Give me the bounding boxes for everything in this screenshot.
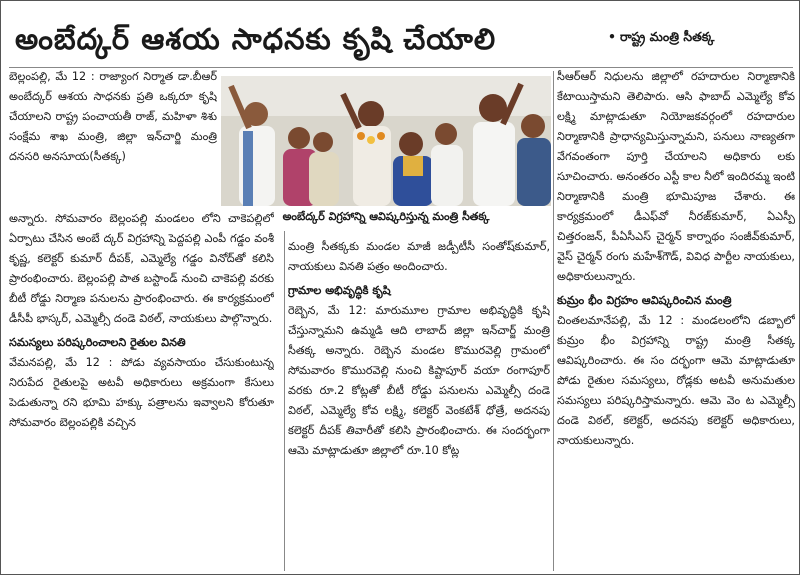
paragraph: అన్నారు. సోమవారం బెల్లంపల్లి మండలం లోని చాకెపల్లిలో ఏర్పాటు చేసిన అంబే ద్కర్ విగ్రహాన్ని పెద్దపల్లి ఎంపీ గడ్డం వంశీ కృష్ణ, కలెక్టర్ కుమార్ దీపక్, ఎమ్మెల్యే గడ్డం వినోద్‌తో కలిసి ప్రారంభించారు. బెల్లంపల్లి పాత బస్టాండ్ నుంచి చాకెపల్లి వరకు బీటీ రోడ్డు నిర్మాణ పనులను ప్రారంభించారు. ఈ కార్యక్రమంలో డీసీపీ భాస్కర్, ఎమ్మెల్సీ దండె విఠల్, నాయకులు పాల్గొన్నారు. — [9, 212, 274, 325]
paragraph: రెబ్బెన, మే 12: మారుమూల గ్రామాల అభివృద్ధికి కృషి చేస్తున్నామని ఉమ్మడి ఆది లాబాద్ జిల్లా ఇన్‌చార్జ్ మంత్రి సీతక్క అన్నారు. రెబ్బెన మండల కొమురవెల్లి గ్రామంలో సోమవారం కొమురవెల్లి నుంచి కిష్టాపూర్ వయా రంగాపూర్ వరకు రూ.2 కోట్లతో బీటీ రోడ్డు పనులను ఎమ్మెల్సీ దండె విఠల్, ఎమ్మెల్యే కోవ లక్ష్మి, కలెక్టర్ వెంకటేశ్ ధోత్రే, అదనపు కలెక్టర్ దీపక్ తివారీతో కలిసి ప్రారంభించారు. ఈ సందర్భంగా ఆమె మాట్లాడుతూ జిల్లాలో రూ.10 కోట్ల — [288, 304, 550, 457]
subheading: గ్రామాల అభివృద్ధికి కృషి — [288, 284, 391, 297]
paragraph: బెల్లంపల్లి, మే 12 : రాజ్యాంగ నిర్మాత డా.బీఆర్ అంబేద్కర్ ఆశయ సాధనకు ప్రతి ఒక్కరూ కృషి చేయాలని రాష్ట్ర పంచాయతీ రాజ్, మహిళా శిశు సంక్షేమ శాఖ మంత్రి, జిల్లా ఇన్‌చార్జి మంత్రి దనసరి అనసూయ(సీతక్క) — [9, 70, 217, 163]
photo-illustration — [221, 76, 551, 206]
paragraph: మంత్రి సీతక్కకు మండల మాజీ జడ్పీటీసీ సంతోష్‌కుమార్, నాయకులు వినతి పత్రం అందించారు. — [288, 240, 550, 273]
byline — [608, 29, 714, 48]
photo-caption: అంబేద్కర్ విగ్రహాన్ని ఆవిష్కరిస్తున్న మంత్రి సీతక్క — [221, 206, 551, 228]
column-1-top — [9, 67, 217, 209]
paragraph: వేమనపల్లి, మే 12 : పోడు వ్యవసాయం చేసుకుంటున్న నిరుపేద రైతులపై అటవీ అధికారులు అక్రమంగా కేసులు పెడుతున్నా రని భూమి హక్కు పత్రాలను ఇవ్వాలని కోరుతూ సోమవారం బెల్లంపల్లికి వచ్చిన — [9, 356, 274, 429]
column-2 — [288, 237, 550, 572]
byline-bullet: • — [608, 29, 616, 44]
byline-text: రాష్ట్ర మంత్రి సీతక్క — [620, 29, 715, 44]
paragraph: సీఆర్ఆర్ నిధులను జిల్లాలో రహదారుల నిర్మాణానికి కేటాయిస్తామని తెలిపారు. ఆసి ఫాబాద్ ఎమ్మెల్యే కోవ లక్ష్మి మాట్లాడుతూ నియోజకవర్గంలో రహదారుల నిర్మాణానికి ప్రాధాన్యమిస్తున్నామని, పనులు నాణ్యతగా వేగవంతంగా పూర్తి చేయాలని అధికారు లకు సూచించారు. అనంతరం ఎస్టీ కాల నీలో ఇందిరమ్మ ఇంటి నిర్మాణానికి మంత్రి భూమిపూజ చేశారు. ఈ కార్యక్రమంలో డీఎఫ్‌వో నీరజ్‌కుమార్, ఏఎస్పీ చిత్తరంజన్, పీఏసీఎస్ చైర్మన్ కార్నాథం సంజీవ్‌కుమార్, వైస్ చైర్మన్ రంగు మహేశ్‌గౌడ్, వివిధ పార్టీల నాయకులు, అధికారులున్నారు. — [557, 70, 795, 283]
column-3 — [557, 67, 795, 572]
subheading: కుమ్రం భీం విగ్రహం ఆవిష్కరించిన మంత్రి — [557, 294, 732, 307]
article-photo — [221, 76, 551, 206]
column-1-bottom — [9, 209, 274, 569]
headline: అంబేద్కర్ ఆశయ సాధనకు కృషి చేయాలి — [15, 22, 497, 56]
column-divider — [284, 231, 285, 571]
paragraph: చింతలమానేపల్లి, మే 12 : మండలంలోని డబ్బాలో కుమ్రం భీం విగ్రహాన్ని రాష్ట్ర మంత్రి సీతక్క ఆవిష్కరించారు. ఈ సం దర్భంగా ఆమె మాట్లాడుతూ పోడు రైతుల సమస్యలు, రోడ్లకు అటవీ అనుమతుల సమస్యలు పరిష్కరిస్తామన్నారు. ఆమె వెం ట ఎమ్మెల్సీ దండె విఠల్, కలెక్టర్, అదనపు కలెక్టర్ అధికారులు, నాయకులున్నారు. — [557, 314, 795, 447]
column-divider — [553, 71, 554, 571]
subheading: సమస్యలు పరిష్కరించాలని రైతుల వినతి — [9, 336, 186, 349]
